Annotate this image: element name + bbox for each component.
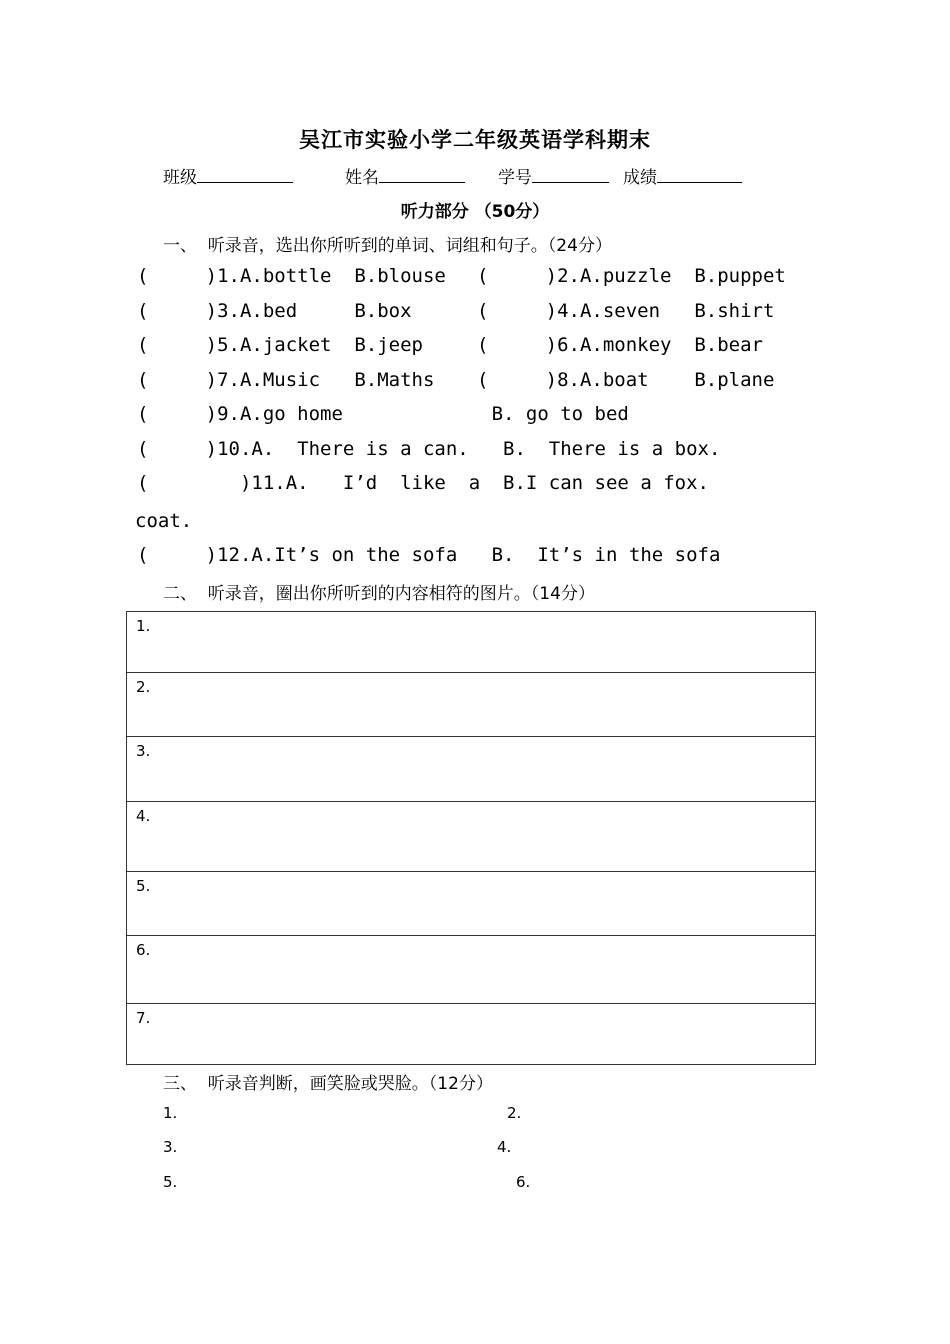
answer-cell-7[interactable] (127, 1004, 816, 1065)
question-7: ( )7.A.Music B.Maths (137, 369, 435, 391)
answer-cell-1[interactable] (127, 612, 816, 673)
question-5: ( )5.A.jacket B.jeep (137, 334, 423, 356)
score-label: 成绩 (623, 168, 657, 188)
row-number: 6. (136, 941, 151, 959)
name-label: 姓名 (345, 168, 379, 188)
answer-cell-6[interactable] (127, 936, 816, 1004)
table-row (127, 872, 816, 936)
row-number: 2. (136, 678, 151, 696)
answer-cell-4[interactable] (127, 802, 816, 872)
question-12: ( )12.A.It’s on the sofa B. It’s in the sofa (137, 544, 721, 566)
table-row (127, 673, 816, 737)
question-6: ( )6.A.monkey B.bear (477, 334, 763, 356)
judge-item-5: 5. (163, 1173, 178, 1191)
table-row (127, 737, 816, 802)
question-11-continued: coat. (135, 510, 193, 532)
judge-item-2: 2. (507, 1104, 522, 1122)
class-field (163, 163, 293, 188)
score-field (623, 163, 742, 188)
name-blank[interactable] (379, 165, 465, 183)
judge-item-3: 3. (163, 1138, 178, 1156)
table-row (127, 1004, 816, 1065)
section1-heading: 一、 听录音，选出你所听到的单词、词组和句子。（24分） (163, 236, 612, 256)
answer-cell-2[interactable] (127, 673, 816, 737)
table-row (127, 612, 816, 673)
row-number: 4. (136, 807, 151, 825)
listening-header: 听力部分 （50分） (400, 202, 550, 222)
section3-heading: 三、 听录音判断，画笑脸或哭脸。（12分） (163, 1074, 493, 1094)
question-11: ( )11.A. I’d like a B.I can see a fox. (137, 472, 709, 494)
row-number: 3. (136, 742, 151, 760)
row-number: 5. (136, 877, 151, 895)
number-blank[interactable] (532, 165, 609, 183)
picture-answer-table (126, 611, 816, 1065)
judge-item-4: 4. (497, 1138, 512, 1156)
table-row (127, 936, 816, 1004)
question-3: ( )3.A.bed B.box (137, 300, 412, 322)
judge-item-6: 6. (516, 1173, 531, 1191)
question-4: ( )4.A.seven B.shirt (477, 300, 775, 322)
section2-heading: 二、 听录音，圈出你所听到的内容相符的图片。（14分） (163, 584, 595, 604)
table-row (127, 802, 816, 872)
row-number: 7. (136, 1009, 151, 1027)
score-blank[interactable] (657, 165, 742, 183)
class-label: 班级 (163, 168, 197, 188)
judge-item-1: 1. (163, 1104, 178, 1122)
question-10: ( )10.A. There is a can. B. There is a box. (137, 438, 721, 460)
class-blank[interactable] (197, 165, 293, 183)
question-8: ( )8.A.boat B.plane (477, 369, 775, 391)
row-number: 1. (136, 617, 151, 635)
number-label: 学号 (498, 168, 532, 188)
number-field (498, 163, 609, 188)
answer-cell-5[interactable] (127, 872, 816, 936)
answer-cell-3[interactable] (127, 737, 816, 802)
question-9: ( )9.A.go home B. go to bed (137, 403, 629, 425)
name-field (345, 163, 465, 188)
page-title: 吴江市实验小学二年级英语学科期末 (299, 128, 651, 152)
question-1: ( )1.A.bottle B.blouse (137, 265, 446, 287)
question-2: ( )2.A.puzzle B.puppet (477, 265, 786, 287)
